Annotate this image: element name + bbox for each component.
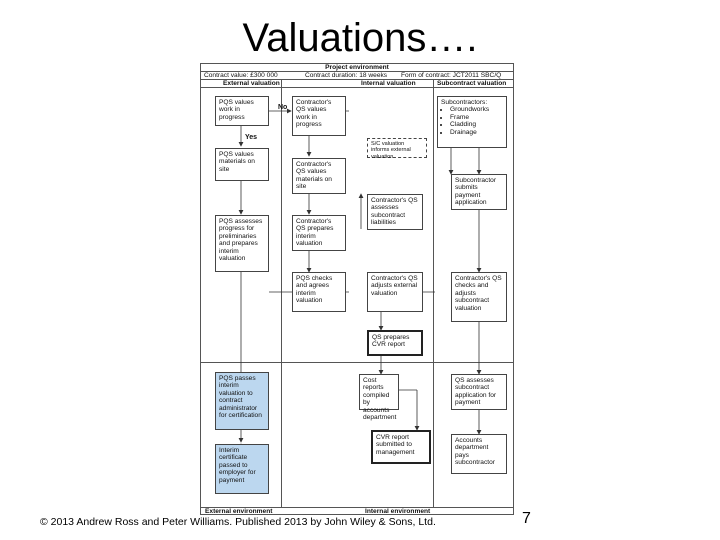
yes-label: Yes xyxy=(245,134,258,141)
valuation-flowchart xyxy=(200,63,514,515)
pqs-checks-box: PQS checks and agrees interim valuation xyxy=(292,272,346,312)
subcontract-valuation-header: Subcontract valuation xyxy=(437,80,507,87)
subcontractor-item: • Drainage xyxy=(450,129,503,136)
internal-environment-label: Internal environment xyxy=(365,508,431,515)
no-label: No xyxy=(278,104,288,111)
external-environment-label: External environment xyxy=(205,508,273,515)
cqs-adjusts-external-box: Contractor's QS adjusts external valuation xyxy=(367,272,423,312)
pqs-values-wip-box: PQS values work in progress xyxy=(215,96,269,126)
cost-reports-box: Cost reports compiled by accounts department xyxy=(359,374,399,410)
subcontractor-item: • Groundworks xyxy=(450,106,503,113)
qs-assesses-subcontract-box: QS assesses subcontract application for payment xyxy=(451,374,507,410)
internal-valuation-header: Internal valuation xyxy=(361,80,416,87)
cqs-materials-box: Contractor's QS values materials on site xyxy=(292,158,346,194)
subcontractors-box xyxy=(437,96,507,148)
cqs-values-wip-box: Contractor's QS values work in progress xyxy=(292,96,346,136)
contract-value: Contract value: £300 000 xyxy=(204,72,278,79)
copyright-footer: © 2013 Andrew Ross and Peter Williams. Published 2013 by John Wiley & Sons, Ltd. xyxy=(40,516,436,528)
subcontractor-item: • Frame xyxy=(450,114,503,121)
cqs-checks-subcontract-box: Contractor's QS checks and adjusts subcontract valuation xyxy=(451,272,507,322)
cqs-assesses-liabilities-box: Contractor's QS assesses subcontract liabilities xyxy=(367,194,423,230)
cqs-cvr-box: QS prepares CVR report xyxy=(367,330,423,356)
pqs-passes-box: PQS passes interim valuation to contract administrator for certification xyxy=(215,372,269,430)
external-valuation-header: External valuation xyxy=(223,80,280,87)
subcontractor-submits-box: Subcontractor submits payment application xyxy=(451,174,507,210)
project-environment-header: Project environment xyxy=(201,64,513,72)
pqs-materials-box: PQS values materials on site xyxy=(215,148,269,181)
slide-title: Valuations…. xyxy=(242,16,478,60)
contract-duration: Contract duration: 18 weeks xyxy=(305,72,388,79)
form-of-contract: Form of contract: JCT2011 SBC/Q xyxy=(401,72,502,79)
accounts-pays-box: Accounts department pays subcontractor xyxy=(451,434,507,474)
pqs-prelims-box: PQS assesses progress for preliminaries and prepares interim valuation xyxy=(215,215,269,272)
cqs-prepares-interim-box: Contractor's QS prepares interim valuation xyxy=(292,215,346,251)
subcontractor-item: • Cladding xyxy=(450,121,503,128)
page-number: 7 xyxy=(522,510,531,527)
subcontractor-list xyxy=(441,106,503,136)
subcontractors-title: Subcontractors: xyxy=(441,99,488,106)
cvr-submitted-box: CVR report submitted to management xyxy=(371,430,431,464)
interim-certificate-box: Interim certificate passed to employer for payment xyxy=(215,444,269,494)
sc-informs-box: S/C valuation informs external valuation xyxy=(367,138,427,158)
